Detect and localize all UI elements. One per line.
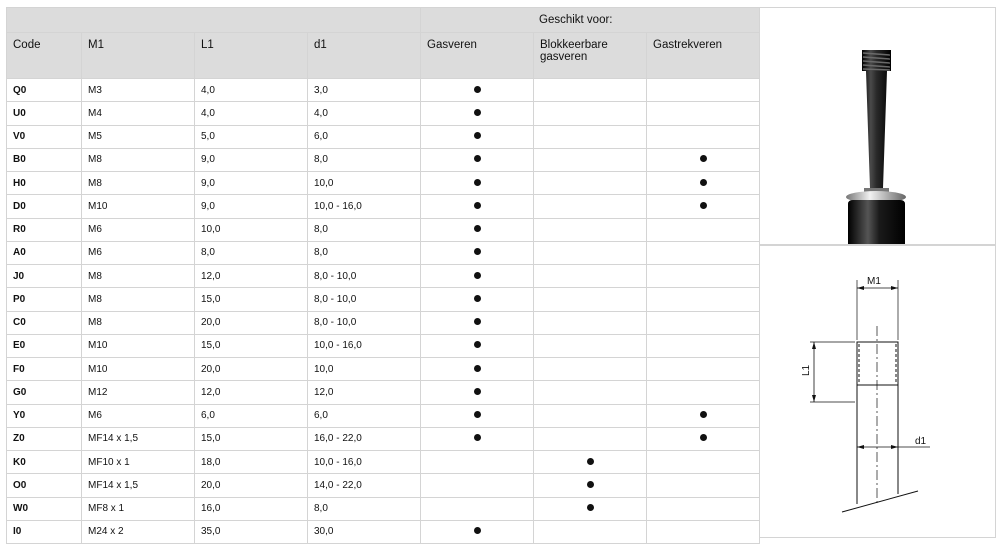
table-row — [7, 125, 760, 148]
cell-code: O0 — [7, 474, 82, 497]
cell-d1: 8,0 - 10,0 — [308, 288, 421, 311]
table-row — [7, 241, 760, 264]
cell-l1: 18,0 — [195, 451, 308, 474]
bullet-icon — [474, 527, 481, 534]
cell-l1: 16,0 — [195, 497, 308, 520]
cell-d1: 30,0 — [308, 520, 421, 543]
cell-gasveren — [421, 288, 534, 311]
table-row — [7, 195, 760, 218]
cell-blokkeerbare — [534, 172, 647, 195]
bullet-icon — [474, 411, 481, 418]
table-row — [7, 381, 760, 404]
cell-gasveren — [421, 102, 534, 125]
table-row — [7, 427, 760, 450]
cell-blokkeerbare — [534, 311, 647, 334]
bullet-icon — [474, 248, 481, 255]
table-row — [7, 474, 760, 497]
cell-d1: 8,0 - 10,0 — [308, 311, 421, 334]
cell-d1: 12,0 — [308, 381, 421, 404]
cell-gasveren — [421, 79, 534, 102]
table-row — [7, 404, 760, 427]
cell-gasveren — [421, 520, 534, 543]
cell-gasveren — [421, 381, 534, 404]
column-header-code: Code — [7, 33, 82, 79]
cell-l1: 9,0 — [195, 148, 308, 171]
cell-d1: 10,0 — [308, 172, 421, 195]
cell-gasveren — [421, 125, 534, 148]
cell-gastrek — [647, 404, 760, 427]
cell-m1: MF14 x 1,5 — [82, 474, 195, 497]
cell-blokkeerbare — [534, 334, 647, 357]
cell-d1: 16,0 - 22,0 — [308, 427, 421, 450]
cell-m1: M12 — [82, 381, 195, 404]
cell-code: R0 — [7, 218, 82, 241]
cell-l1: 20,0 — [195, 311, 308, 334]
bullet-icon — [474, 318, 481, 325]
cell-d1: 10,0 — [308, 358, 421, 381]
cell-gastrek — [647, 288, 760, 311]
bullet-icon — [474, 86, 481, 93]
cell-m1: M8 — [82, 148, 195, 171]
cell-d1: 14,0 - 22,0 — [308, 474, 421, 497]
cell-blokkeerbare — [534, 265, 647, 288]
cell-l1: 15,0 — [195, 288, 308, 311]
cell-gastrek — [647, 172, 760, 195]
cell-gasveren — [421, 404, 534, 427]
cell-gasveren — [421, 334, 534, 357]
cell-m1: M8 — [82, 288, 195, 311]
cell-m1: MF10 x 1 — [82, 451, 195, 474]
cell-blokkeerbare — [534, 79, 647, 102]
cell-blokkeerbare — [534, 241, 647, 264]
label-d1: d1 — [915, 436, 927, 447]
cell-l1: 20,0 — [195, 358, 308, 381]
table-row — [7, 520, 760, 543]
table-row — [7, 265, 760, 288]
cell-m1: M4 — [82, 102, 195, 125]
cell-gastrek — [647, 195, 760, 218]
cell-m1: M3 — [82, 79, 195, 102]
cell-m1: M8 — [82, 172, 195, 195]
cell-gastrek — [647, 311, 760, 334]
cell-code: E0 — [7, 334, 82, 357]
cell-gasveren — [421, 497, 534, 520]
cell-gastrek — [647, 265, 760, 288]
cell-l1: 10,0 — [195, 218, 308, 241]
bullet-icon — [700, 179, 707, 186]
cell-m1: M5 — [82, 125, 195, 148]
cell-gastrek — [647, 358, 760, 381]
cell-gastrek — [647, 381, 760, 404]
cell-gasveren — [421, 474, 534, 497]
bullet-icon — [474, 434, 481, 441]
dimension-arrows — [812, 286, 898, 449]
bullet-icon — [474, 155, 481, 162]
table-row — [7, 102, 760, 125]
table-row — [7, 172, 760, 195]
cell-gastrek — [647, 334, 760, 357]
table-body — [7, 79, 760, 544]
cell-code: H0 — [7, 172, 82, 195]
group-header-label: Geschikt voor: — [421, 8, 760, 33]
cell-blokkeerbare — [534, 520, 647, 543]
cell-gasveren — [421, 451, 534, 474]
break-line — [842, 491, 918, 512]
cell-gasveren — [421, 195, 534, 218]
group-header-spacer — [7, 8, 421, 33]
bullet-icon — [587, 481, 594, 488]
cell-gasveren — [421, 427, 534, 450]
cell-gasveren — [421, 241, 534, 264]
cell-d1: 10,0 - 16,0 — [308, 334, 421, 357]
cell-l1: 9,0 — [195, 172, 308, 195]
cell-blokkeerbare — [534, 195, 647, 218]
cell-code: Q0 — [7, 79, 82, 102]
cell-l1: 9,0 — [195, 195, 308, 218]
column-header-d1: d1 — [308, 33, 421, 79]
cell-m1: MF8 x 1 — [82, 497, 195, 520]
cell-d1: 3,0 — [308, 79, 421, 102]
cell-code: Z0 — [7, 427, 82, 450]
column-header-gasveren: Gasveren — [421, 33, 534, 79]
cell-code: A0 — [7, 241, 82, 264]
cell-code: P0 — [7, 288, 82, 311]
cell-blokkeerbare — [534, 288, 647, 311]
table-row — [7, 288, 760, 311]
cell-code: D0 — [7, 195, 82, 218]
spec-table — [6, 7, 760, 544]
cell-blokkeerbare — [534, 148, 647, 171]
bullet-icon — [474, 132, 481, 139]
column-header-blokkeerbare: Blokkeerbare gasveren — [534, 33, 647, 79]
cell-blokkeerbare — [534, 474, 647, 497]
cell-l1: 4,0 — [195, 79, 308, 102]
cell-d1: 4,0 — [308, 102, 421, 125]
cell-m1: M24 x 2 — [82, 520, 195, 543]
cell-gastrek — [647, 474, 760, 497]
group-header-row — [7, 8, 760, 33]
cell-blokkeerbare — [534, 102, 647, 125]
column-header-row — [7, 33, 760, 79]
cell-blokkeerbare — [534, 497, 647, 520]
cell-d1: 6,0 — [308, 404, 421, 427]
cell-m1: M6 — [82, 218, 195, 241]
cell-gastrek — [647, 427, 760, 450]
product-photo — [760, 8, 995, 244]
bullet-icon — [587, 504, 594, 511]
cell-code: F0 — [7, 358, 82, 381]
label-m1: M1 — [867, 276, 881, 287]
cell-gasveren — [421, 358, 534, 381]
cell-d1: 8,0 — [308, 148, 421, 171]
cell-m1: M8 — [82, 265, 195, 288]
cell-code: V0 — [7, 125, 82, 148]
cell-m1: M10 — [82, 358, 195, 381]
cell-m1: M6 — [82, 404, 195, 427]
cell-d1: 6,0 — [308, 125, 421, 148]
bullet-icon — [474, 202, 481, 209]
cell-gastrek — [647, 102, 760, 125]
cell-gastrek — [647, 497, 760, 520]
cell-d1: 10,0 - 16,0 — [308, 195, 421, 218]
cell-d1: 8,0 — [308, 218, 421, 241]
table-row — [7, 79, 760, 102]
cell-l1: 6,0 — [195, 404, 308, 427]
table-row — [7, 451, 760, 474]
bullet-icon — [474, 225, 481, 232]
cell-code: W0 — [7, 497, 82, 520]
cell-d1: 10,0 - 16,0 — [308, 451, 421, 474]
cell-gasveren — [421, 265, 534, 288]
column-header-gastrekveren: Gastrekveren — [647, 33, 760, 79]
cell-m1: M10 — [82, 195, 195, 218]
cell-code: G0 — [7, 381, 82, 404]
cell-blokkeerbare — [534, 427, 647, 450]
cell-l1: 15,0 — [195, 427, 308, 450]
table-row — [7, 148, 760, 171]
bullet-icon — [474, 388, 481, 395]
cell-d1: 8,0 - 10,0 — [308, 265, 421, 288]
bullet-icon — [700, 202, 707, 209]
table-row — [7, 218, 760, 241]
table-row — [7, 358, 760, 381]
cell-code: Y0 — [7, 404, 82, 427]
cell-l1: 15,0 — [195, 334, 308, 357]
bullet-icon — [474, 109, 481, 116]
bullet-icon — [700, 155, 707, 162]
cell-code: B0 — [7, 148, 82, 171]
column-header-m1: M1 — [82, 33, 195, 79]
cell-d1: 8,0 — [308, 497, 421, 520]
cell-m1: MF14 x 1,5 — [82, 427, 195, 450]
cell-code: J0 — [7, 265, 82, 288]
cell-gastrek — [647, 125, 760, 148]
cell-code: K0 — [7, 451, 82, 474]
product-photo-panel — [759, 7, 996, 245]
technical-drawing-panel — [759, 245, 996, 538]
column-header-l1: L1 — [195, 33, 308, 79]
cell-gastrek — [647, 148, 760, 171]
bullet-icon — [474, 179, 481, 186]
label-l1: L1 — [801, 364, 812, 376]
table-row — [7, 311, 760, 334]
cell-code: I0 — [7, 520, 82, 543]
cell-gastrek — [647, 241, 760, 264]
cell-code: U0 — [7, 102, 82, 125]
cell-l1: 5,0 — [195, 125, 308, 148]
cell-blokkeerbare — [534, 451, 647, 474]
cell-blokkeerbare — [534, 381, 647, 404]
cell-gastrek — [647, 218, 760, 241]
cell-m1: M10 — [82, 334, 195, 357]
cell-blokkeerbare — [534, 218, 647, 241]
cell-blokkeerbare — [534, 358, 647, 381]
cell-gastrek — [647, 520, 760, 543]
cell-m1: M6 — [82, 241, 195, 264]
table-row — [7, 334, 760, 357]
cell-l1: 12,0 — [195, 265, 308, 288]
bullet-icon — [474, 272, 481, 279]
thread-outline — [857, 342, 898, 385]
technical-drawing — [760, 246, 995, 537]
bullet-icon — [700, 434, 707, 441]
table-row — [7, 497, 760, 520]
cell-d1: 8,0 — [308, 241, 421, 264]
bullet-icon — [587, 458, 594, 465]
cell-gasveren — [421, 148, 534, 171]
bullet-icon — [700, 411, 707, 418]
cell-l1: 20,0 — [195, 474, 308, 497]
cell-gastrek — [647, 79, 760, 102]
gas-spring-photo — [846, 50, 906, 244]
bullet-icon — [474, 295, 481, 302]
cell-l1: 8,0 — [195, 241, 308, 264]
cell-gasveren — [421, 311, 534, 334]
cell-l1: 35,0 — [195, 520, 308, 543]
bullet-icon — [474, 341, 481, 348]
cell-gasveren — [421, 218, 534, 241]
cell-l1: 12,0 — [195, 381, 308, 404]
cell-m1: M8 — [82, 311, 195, 334]
cell-l1: 4,0 — [195, 102, 308, 125]
cell-gasveren — [421, 172, 534, 195]
bullet-icon — [474, 365, 481, 372]
cell-gastrek — [647, 451, 760, 474]
cell-code: C0 — [7, 311, 82, 334]
cell-blokkeerbare — [534, 125, 647, 148]
cell-blokkeerbare — [534, 404, 647, 427]
